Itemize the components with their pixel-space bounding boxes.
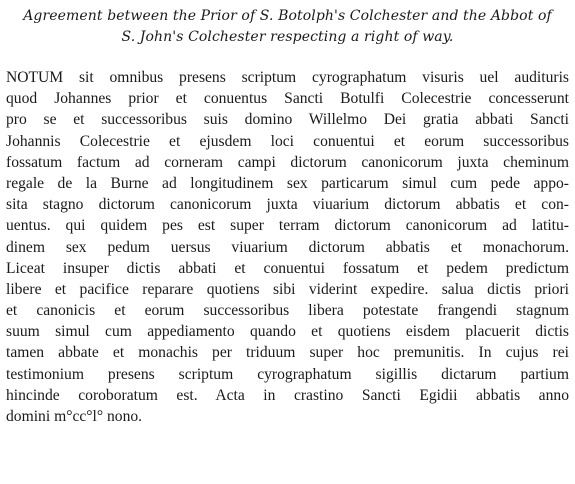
charter-line: testimonium presens scriptum cyrographatum sigillis dictarum partium bbox=[6, 365, 569, 383]
charter-line: uentus. qui quidem pes est super terram dictorum canonicorum ad latitu- bbox=[6, 217, 569, 235]
charter-line: et canonicis et eorum successoribus libera potestate frangendi stagnum bbox=[6, 302, 569, 320]
charter-line: quod Johannes prior et conuentus Sancti Botulfi Colecestrie concesserunt bbox=[6, 90, 569, 108]
charter-line: Liceat insuper dictis abbati et conuentui fossatum et pedem predictum bbox=[6, 259, 569, 277]
charter-line: hincinde coroboratum est. Acta in crastino Sancti Egidii abbatis anno bbox=[6, 386, 569, 404]
charter-line: NOTUM sit omnibus presens scriptum cyrographatum visuris uel audituris bbox=[6, 69, 569, 86]
charter-line: regale de la Burne ad longitudinem sex particarum simul cum pede appo- bbox=[6, 174, 569, 192]
charter-line: fossatum factum ad corneram campi dictorum canonicorum juxta cheminum bbox=[6, 153, 569, 171]
charter-line: sita stagno dictorum canonicorum juxta viuarium dictorum abbatis et con- bbox=[6, 196, 569, 214]
charter-line: pro se et successoribus suis domino Willelmo Dei gratia abbati Sancti bbox=[6, 111, 569, 129]
charter-line: suum simul cum appediamento quando et quotiens eisdem placuerit dictis bbox=[6, 323, 569, 341]
title-line-1: Agreement between the Prior of S. Botolph's Colchester and the Abbot of bbox=[23, 8, 552, 24]
charter-line: domini m°cc°l° nono. bbox=[6, 408, 143, 425]
charter-line: tamen abbate et monachis per triduum super hoc premunitis. In cujus rei bbox=[6, 344, 569, 362]
charter-line: dinem sex pedum uersus viuarium dictorum abbatis et monachorum. bbox=[6, 238, 569, 256]
charter-text bbox=[6, 67, 569, 427]
charter-line: libere et pacifice reparare quotiens sibi viderint expedire. salua dictis priori bbox=[6, 280, 569, 298]
document-title bbox=[0, 6, 575, 47]
title-line-2: S. John's Colchester respecting a right of way. bbox=[121, 28, 454, 45]
charter-line: Johannis Colecestrie et ejusdem loci conuentui et eorum successoribus bbox=[6, 132, 569, 150]
